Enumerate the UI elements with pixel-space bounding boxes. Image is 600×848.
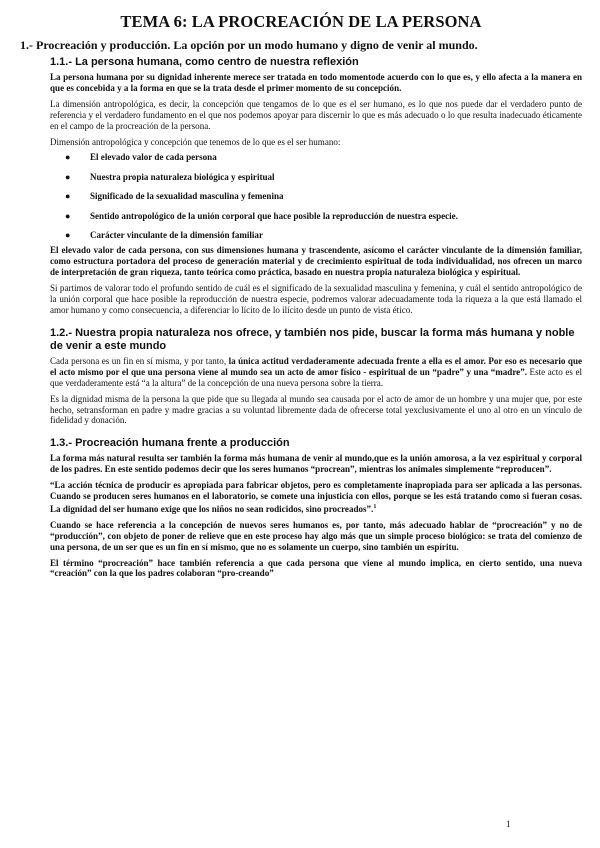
paragraph-1-3-c: El término “procreación” hace también referencia a que cada persona que viene al mundo implica, en cierto sentido, una nueva “creación” con la que los padres colaboran “pro-creando” — [50, 557, 582, 579]
quote-paragraph: “La acción técnica de producir es apropiada para fabricar objetos, pero es completamente inapropiada para ser aplicada a las personas. Cuando se producen seres humanos en el laboratorio, se comete una injusticia con ellos, porque se les está tratando como si fueran cosas. La dignidad del ser humano exige que los niños no sean rodicidos, sino procreados”.$^1$ — [50, 480, 582, 514]
paragraph-1-2-a: Cada persona es un fin en sí misma, y por tanto, la única actitud verdaderamente adecuada frente a ella es el amor. Por eso es necesario que el acto mismo por el que una persona viene al mundo sea un acto de amor físico - espiritual de un “padre” y una “madre”. Este acto es el que verdaderamente está “a la altura” de la concepción de una nueva persona sobre la tierra. — [50, 355, 582, 388]
paragraph-1-3-b: Cuando se hace referencia a la concepción de nuevos seres humanos es, por tanto, más adecuado hablar de “procreación” y no de “producción”, con objeto de poner de relieve que en este proceso hay algo más que un simple proceso biológico: se trata del comienzo de una persona, de un ser que es un fin en sí mismo, que no es solamente un cuerpo, sino también un espíritu. — [50, 519, 582, 552]
bullet-icon: ● — [65, 171, 71, 182]
paragraph-1-1-d: El elevado valor de cada persona, con sus dimensiones humana y trascendente, asícomo el carácter vinculante de la dimensión familiar, como estructura portadora del proceso de generación material y de crecimiento espiritual de toda individualidad, nos ofrecen un marco de interpretación de gran riqueza, tanto teórica como práctica, basado en nuestra propia naturaleza biológica y espiritual. — [50, 245, 582, 278]
paragraph-1-1-e: Si partimos de valorar todo el profundo sentido de cuál es el significado de la sexualidad masculina y femenina, y cuál el sentido antropológico de la unión corporal que hace posible la reproducción de nuestra especie, podremos valorar adecuadamente toda la riqueza a la que está llamado el amor humano y como consecuencia, a diferenciar lo lícito de lo ilícito desde un punto de vista ético. — [50, 283, 582, 315]
paragraph-1-1-b: La dimensión antropológica, es decir, la concepción que tengamos de lo que es el ser humano, es lo que nos puede dar el verdadero punto de referencia y el verdadero fundamento en el que nos podemos apoyar para discernir lo que es más adecuado o lo que resulta inadecuado éticamente en el campo de la procreación de la persona. — [50, 98, 582, 131]
bullet-icon: ● — [65, 210, 71, 221]
paragraph-1-3-a: La forma más natural resulta ser también la forma más humana de venir al mundo,que es la unión amorosa, a la vez espiritual y corporal de los padres. En este sentido podemos decir que los seres humanos “procrean”, mientras los animales simplemente “reproducen”. — [50, 453, 582, 475]
list-item: ● Significado de la sexualidad masculina y femenina — [65, 191, 284, 202]
subsection-1-3-heading: 1.3.- Procreación humana frente a producción — [50, 437, 290, 450]
paragraph-1-2-b: Es la dignidad misma de la persona la que pide que su llegada al mundo sea causada por el acto de amor de un hombre y una mujer que, por este hecho, setransforman en padre y madre gracias a su voluntad libremente dada de ofrecerse total yexclusivamente el uno al otro en un vínculo de fidelidad y donación. — [50, 393, 582, 426]
bullet-icon: ● — [65, 152, 71, 163]
document-title: TEMA 6: LA PROCREACIÓN DE LA PERSONA — [120, 12, 482, 31]
page-number: 1 — [506, 819, 511, 829]
subsection-1-2-heading: 1.2.- Nuestra propia naturaleza nos ofrece, y también nos pide, buscar la forma más humana y noble de venir a este mundo — [50, 326, 575, 352]
section-1-body — [20, 56, 582, 579]
list-item: ● Sentido antropológico de la unión corporal que hace posible la reproducción de nuestra especie. — [65, 210, 458, 221]
list-item: ● Nuestra propia naturaleza biológica y espiritual — [65, 171, 275, 182]
section-1-heading: 1.- Procreación y producción. La opción por un modo humano y digno de venir al mundo. — [20, 38, 478, 52]
bullet-icon: ● — [65, 230, 71, 241]
subsection-1-1-heading: 1.1.- La persona humana, como centro de nuestra reflexión — [50, 56, 359, 68]
footnote-ref: 1 — [373, 503, 377, 510]
paragraph-1-1-a: La persona humana por su dignidad inherente merece ser tratada en todo momentode acuerdo con lo que es, y ello afecta a la manera en que es concebida y a la forma en que se la trata desde el primer momento de su concepción. — [50, 72, 582, 93]
paragraph-1-1-c: Dimensión antropológica y concepción que tenemos de lo que es el ser humano: — [50, 136, 341, 147]
list-item: ● El elevado valor de cada persona — [65, 152, 217, 163]
list-item: ● Carácter vinculante de la dimensión familiar — [65, 230, 263, 241]
document-page — [20, 12, 582, 584]
dimension-list — [50, 152, 582, 241]
bullet-icon: ● — [65, 191, 71, 202]
